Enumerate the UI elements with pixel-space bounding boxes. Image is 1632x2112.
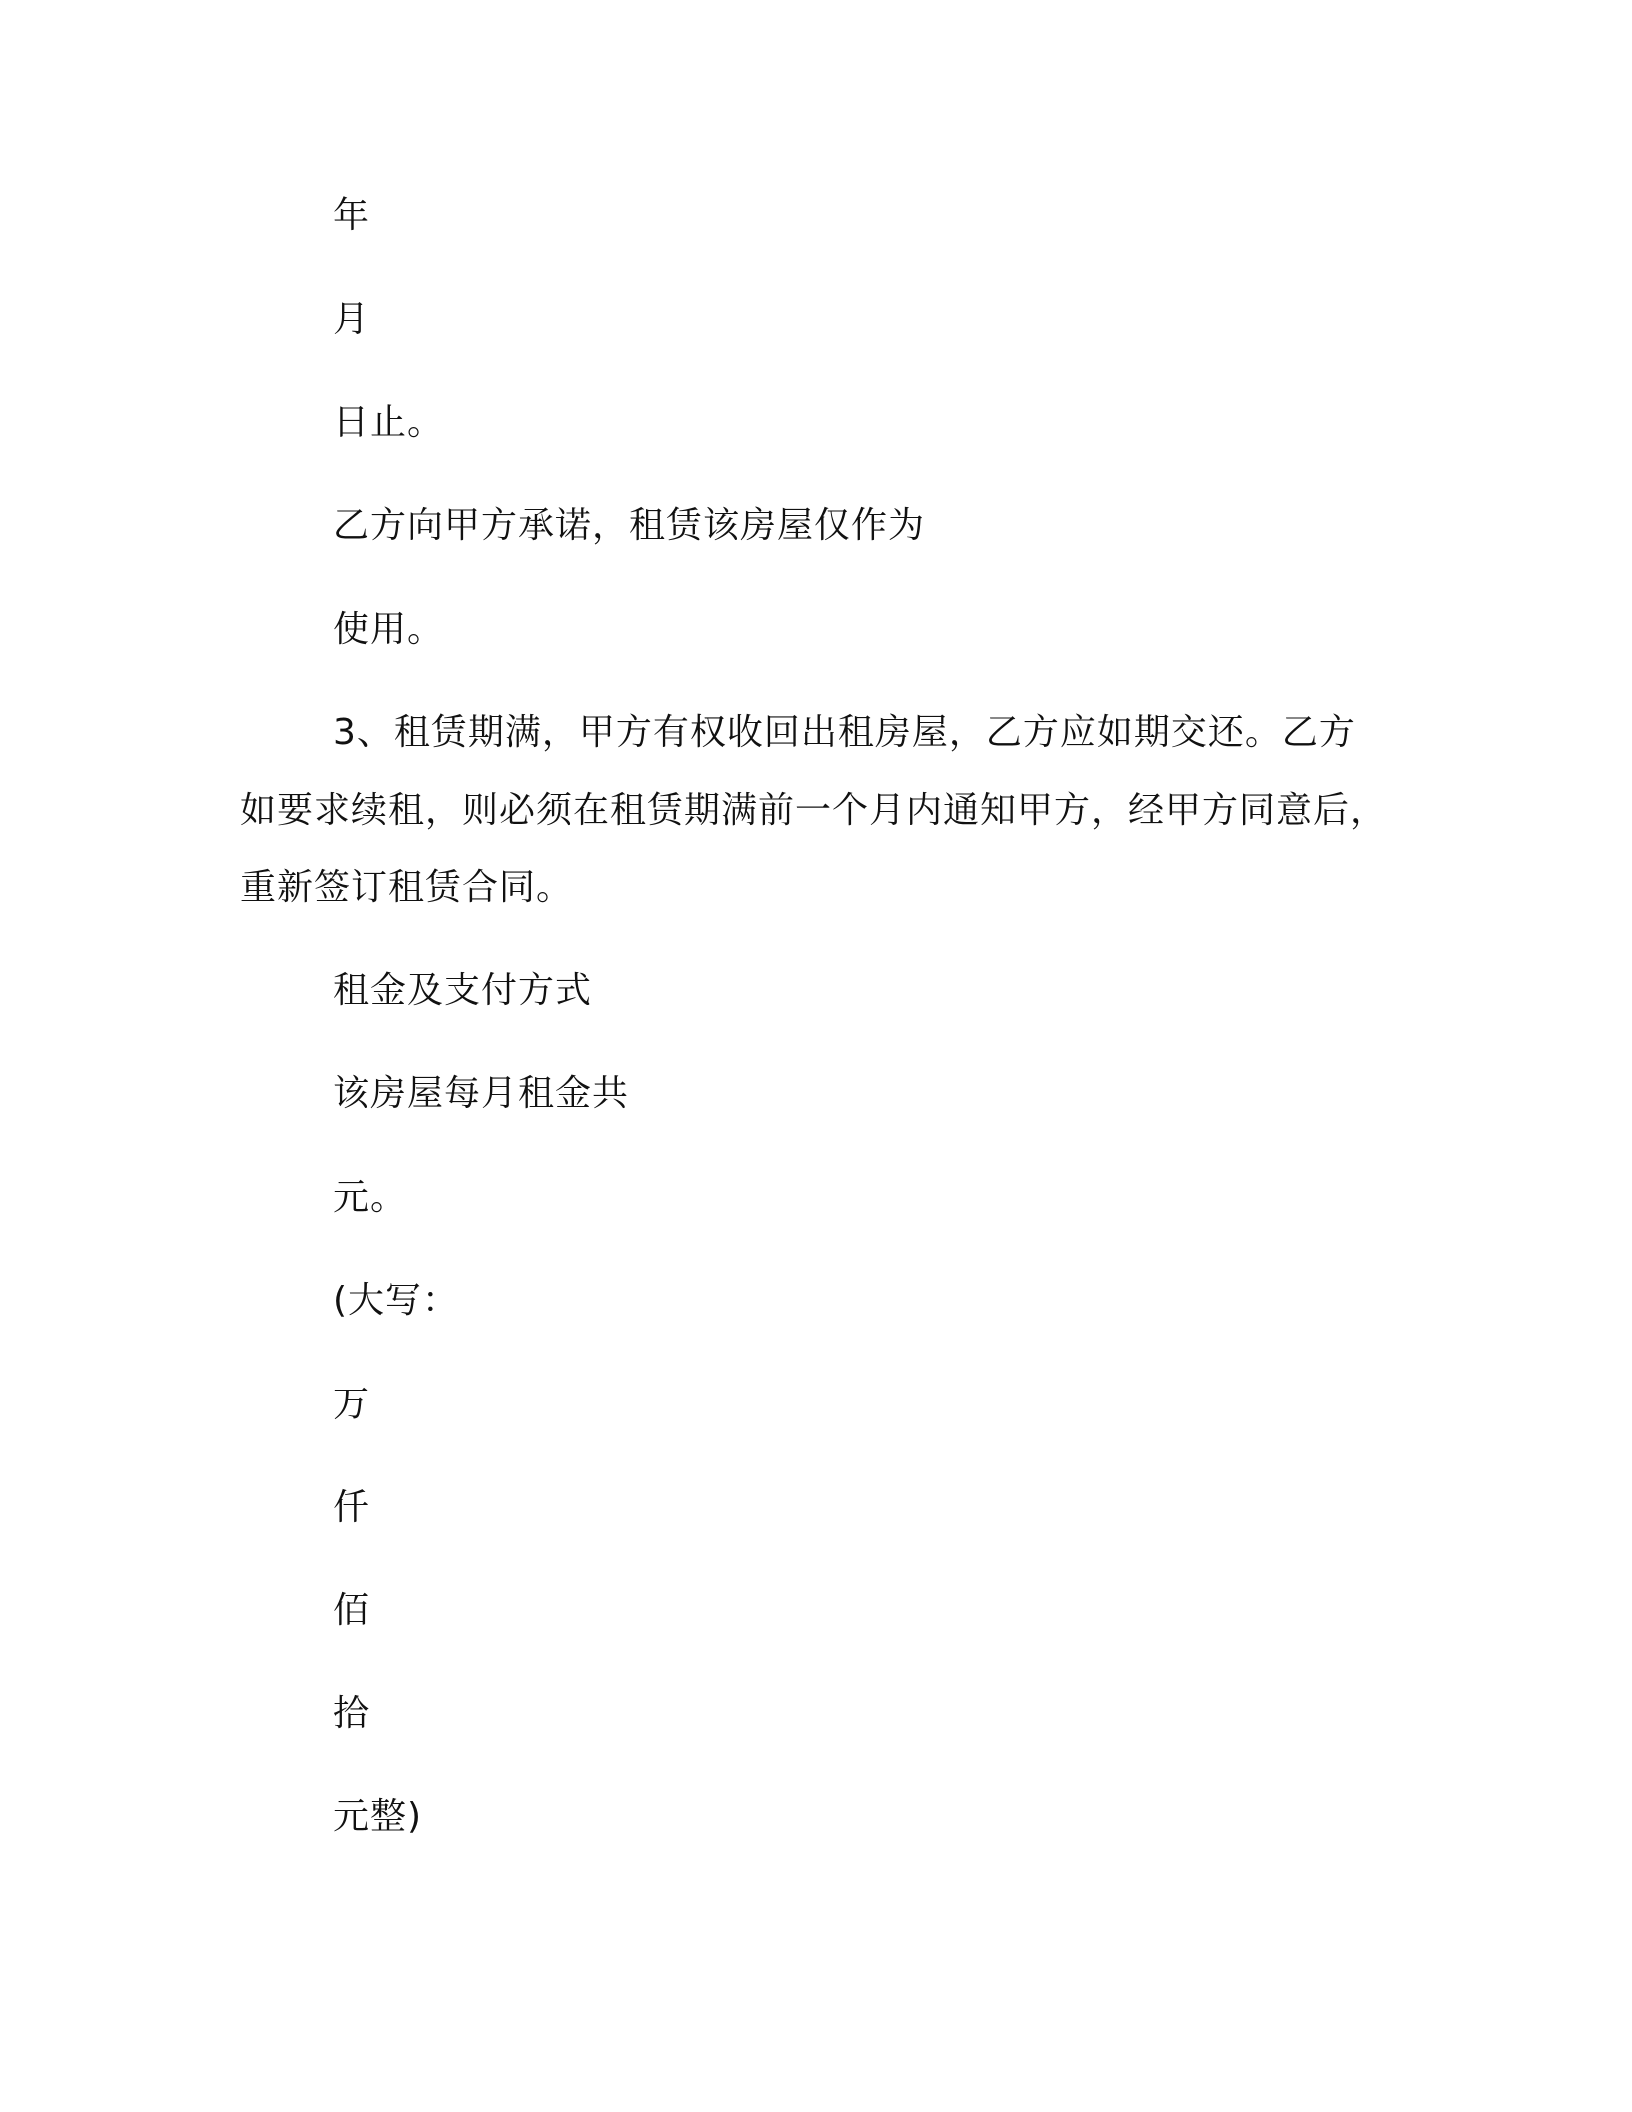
- text-line-wan: 万: [333, 1384, 371, 1425]
- section-heading-rent-payment: 租金及支付方式: [333, 970, 593, 1011]
- text-line-shi: 拾: [333, 1693, 371, 1734]
- text-line-yuan-zheng: 元整): [333, 1796, 423, 1837]
- text-line-day-end: 日止。: [333, 402, 445, 443]
- text-line-capital-amount-open: (大写：: [333, 1280, 460, 1321]
- text-line-yuan: 元。: [333, 1177, 408, 1218]
- text-line-clause-3-part-2: 如要求续租，则必须在租赁期满前一个月内通知甲方，经甲方同意后，: [240, 790, 1388, 831]
- text-line-monthly-rent: 该房屋每月租金共: [333, 1073, 630, 1114]
- text-line-use: 使用。: [333, 609, 445, 650]
- text-line-clause-3-part-1: 3、租赁期满，甲方有权收回出租房屋，乙方应如期交还。乙方: [333, 712, 1356, 753]
- text-line-bai: 佰: [333, 1590, 371, 1631]
- text-line-clause-3-part-3: 重新签订租赁合同。: [240, 867, 574, 908]
- text-line-qian: 仟: [333, 1487, 371, 1528]
- text-line-month: 月: [333, 299, 371, 340]
- text-line-tenant-promise: 乙方向甲方承诺，租赁该房屋仅作为: [333, 505, 926, 546]
- text-line-year: 年: [333, 195, 371, 236]
